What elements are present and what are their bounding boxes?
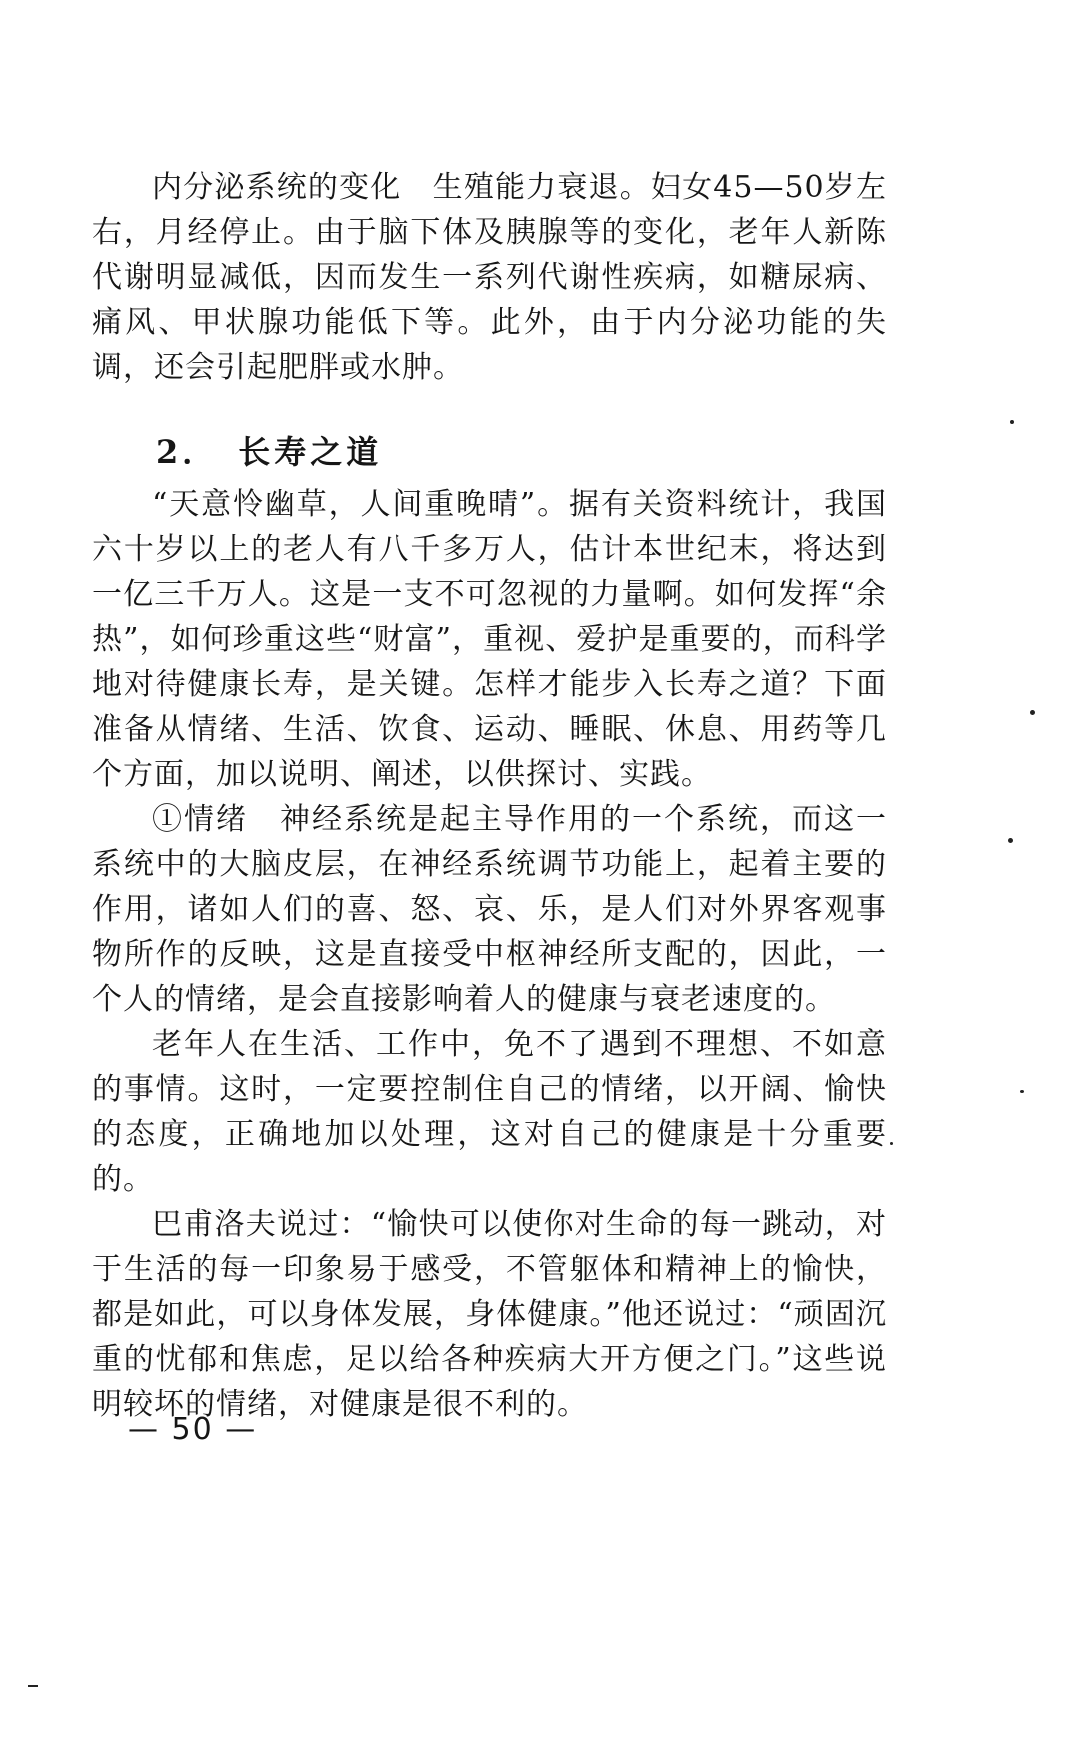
paragraph-pavlov-quote: 巴甫洛夫说过：“愉快可以使你对生命的每一跳动，对于生活的每一印象易于感受，不管躯体和精神上的愉快，都是如此，可以身体发展，身体健康。”他还说过：“顽固沉重的忧郁和焦虑，足以给各种疾病大开方便之门。”这些说明较坏的情绪，对健康是很不利的。 bbox=[92, 1207, 887, 1422]
paragraph-endocrine-changes bbox=[92, 165, 887, 390]
scan-speck bbox=[28, 1685, 38, 1687]
paragraph-intro: “天意怜幽草，人间重晚晴”。据有关资料统计，我国六十岁以上的老人有八千多万人，估计本世纪末，将达到一亿三千万人。这是一支不可忽视的力量啊。如何发挥“余热”，如何珍重这些“财富”，重视、爱护是重要的，而科学地对待健康长寿，是关键。怎样才能步入长寿之道？下面准备从情绪、生活、饮食、运动、睡眠、休息、用药等几个方面，加以说明、阐述，以供探讨、实践。 bbox=[92, 487, 887, 792]
scan-speck bbox=[1010, 420, 1014, 424]
section-heading: 2． 长寿之道 bbox=[156, 433, 383, 471]
scan-speck bbox=[1008, 838, 1013, 843]
paragraph: 内分泌系统的变化 生殖能力衰退。妇女45—50岁左右，月经停止。由于脑下体及胰腺等的变化，老年人新陈代谢明显减低，因而发生一系列代谢性疾病，如糖尿病、痛风、甲状腺功能低下等。此外，由于内分泌功能的失调，还会引起肥胖或水肿。 bbox=[92, 170, 887, 385]
scan-speck bbox=[1020, 1090, 1024, 1093]
paragraph-elderly-emotion: 老年人在生活、工作中，免不了遇到不理想、不如意的事情。这时，一定要控制住自己的情绪，以开阔、愉快的态度，正确地加以处理，这对自己的健康是十分重要的。 bbox=[92, 1027, 887, 1197]
scan-speck bbox=[890, 1142, 893, 1145]
page-number: — 50 — bbox=[128, 1412, 258, 1447]
section-body bbox=[92, 482, 887, 1427]
paragraph-emotion: ①情绪 神经系统是起主导作用的一个系统，而这一系统中的大脑皮层，在神经系统调节功能上，起着主要的作用，诸如人们的喜、怒、哀、乐，是人们对外界客观事物所作的反映，这是直接受中枢神经所支配的，因此，一个人的情绪，是会直接影响着人的健康与衰老速度的。 bbox=[92, 802, 887, 1017]
scan-speck bbox=[1030, 710, 1035, 715]
